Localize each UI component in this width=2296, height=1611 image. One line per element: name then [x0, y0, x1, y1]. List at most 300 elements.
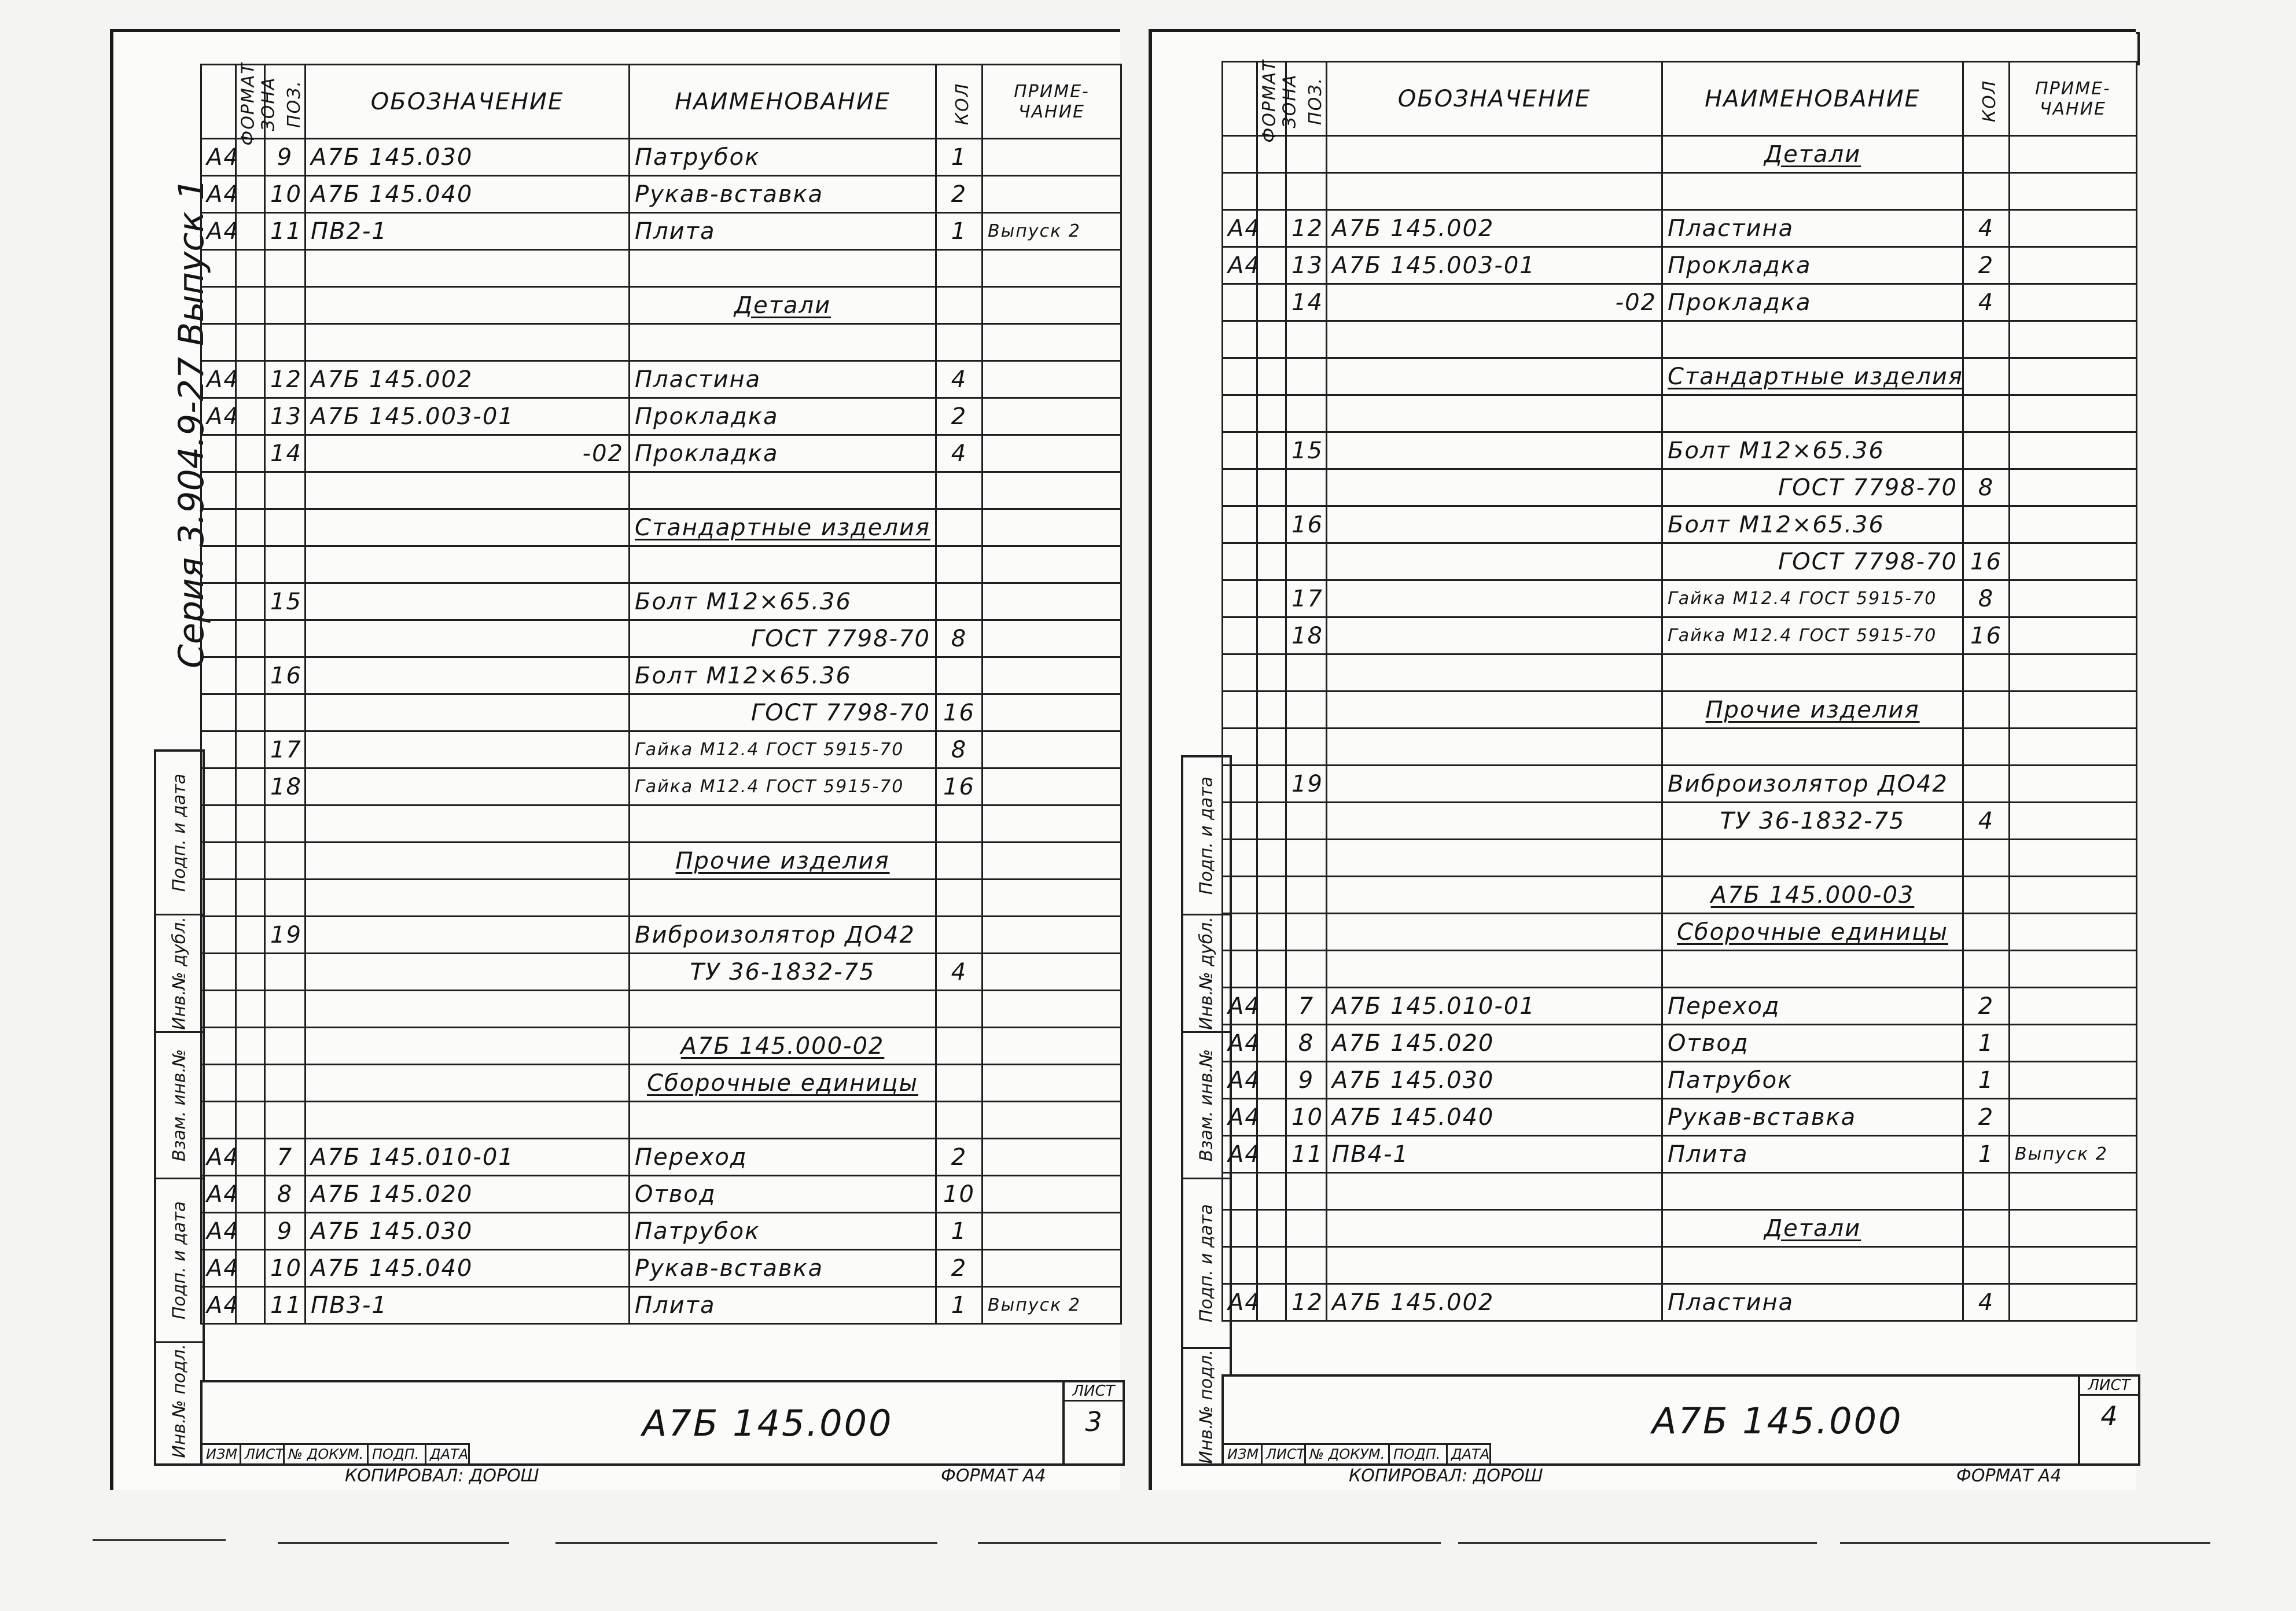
name-text: ТУ 36-1832-75 [690, 958, 875, 985]
zone-cell [1257, 1247, 1286, 1284]
format-cell [201, 657, 236, 694]
name-text: Стандартные изделия [635, 514, 930, 541]
quantity-cell [1963, 729, 2010, 766]
zone-cell [236, 731, 265, 768]
zone-cell [1257, 358, 1286, 395]
name-text: ГОСТ 7798-70 [1778, 548, 1958, 575]
table-row [1223, 1173, 2137, 1210]
designation-cell: А7Б 145.030 [306, 139, 630, 176]
note-cell [983, 250, 1121, 287]
note-cell [983, 1139, 1121, 1176]
zone-cell [236, 435, 265, 472]
table-row [1223, 395, 2137, 432]
position-cell [265, 954, 306, 991]
margin-rule [1840, 1542, 2210, 1544]
name-cell [630, 324, 936, 361]
quantity-cell: 4 [1963, 284, 2010, 321]
table-row [201, 1065, 1121, 1102]
position-cell: 16 [1286, 506, 1327, 543]
table-row [201, 843, 1121, 880]
name-text: Патрубок [635, 1218, 760, 1245]
format-cell: А4 [201, 213, 236, 250]
designation-cell [306, 1102, 630, 1139]
zone-cell [1257, 1284, 1286, 1321]
table-row [201, 1213, 1121, 1250]
side-cell-dup: Инв.№ дубл. [1183, 915, 1230, 1033]
position-cell: 15 [265, 583, 306, 620]
quantity-cell [936, 509, 983, 546]
position-cell: 19 [265, 917, 306, 954]
table-row [1223, 988, 2137, 1025]
name-cell [1662, 1247, 1963, 1284]
zone-cell [1257, 469, 1286, 506]
designation-cell: ПВ4-1 [1327, 1136, 1662, 1173]
name-text: Переход [635, 1143, 748, 1171]
zone-cell [1257, 766, 1286, 803]
designation-cell [306, 917, 630, 954]
name-cell [1662, 173, 1963, 210]
designation-cell: А7Б 145.002 [1327, 1284, 1662, 1321]
table-row [201, 991, 1121, 1028]
format-cell [201, 806, 236, 843]
note-cell [983, 1102, 1121, 1139]
name-cell [630, 1139, 936, 1176]
zone-cell [1257, 543, 1286, 580]
designation-cell: ПВ3-1 [306, 1287, 630, 1324]
name-cell [630, 509, 936, 546]
format-cell [1223, 692, 1257, 729]
name-cell [630, 731, 936, 768]
position-cell: 11 [1286, 1136, 1327, 1173]
position-cell [265, 806, 306, 843]
zone-cell [236, 917, 265, 954]
zone-cell [1257, 1062, 1286, 1099]
zone-cell [1257, 395, 1286, 432]
format-cell [201, 583, 236, 620]
designation-cell: А7Б 145.040 [306, 1250, 630, 1287]
table-row [201, 1287, 1121, 1324]
right-sheet [1149, 29, 2136, 1490]
table-row [1223, 1062, 2137, 1099]
name-cell [630, 250, 936, 287]
format-cell [1223, 173, 1257, 210]
note-cell [983, 1213, 1121, 1250]
designation-cell: А7Б 145.020 [1327, 1025, 1662, 1062]
position-cell [1286, 803, 1327, 840]
position-cell [1286, 914, 1327, 951]
position-cell [1286, 1173, 1327, 1210]
designation-cell [306, 546, 630, 583]
table-row [201, 361, 1121, 398]
tb-cell-date: ДАТА [426, 1443, 470, 1463]
quantity-cell [936, 880, 983, 917]
right-spec-body [1223, 136, 2137, 1321]
quantity-cell: 4 [936, 361, 983, 398]
name-cell [630, 361, 936, 398]
designation-cell [306, 472, 630, 509]
name-text: Плита [635, 218, 716, 245]
name-cell [630, 1250, 936, 1287]
note-cell: Выпуск 2 [983, 1287, 1121, 1324]
table-row [1223, 766, 2137, 803]
table-row [201, 620, 1121, 657]
position-cell [1286, 654, 1327, 692]
note-cell [983, 287, 1121, 324]
quantity-cell: 16 [1963, 543, 2010, 580]
note-cell [2010, 654, 2137, 692]
format-cell: А4 [1223, 1025, 1257, 1062]
position-cell [265, 324, 306, 361]
designation-cell [1327, 469, 1662, 506]
table-row [201, 731, 1121, 768]
position-cell: 10 [1286, 1099, 1327, 1136]
designation-cell: -02 [1327, 284, 1662, 321]
designation-cell: А7Б 145.040 [1327, 1099, 1662, 1136]
name-text: Виброизолятор ДО42 [635, 921, 915, 948]
zone-cell [236, 657, 265, 694]
table-row [1223, 173, 2137, 210]
name-text: Прокладка [1668, 289, 1812, 316]
zone-cell [236, 509, 265, 546]
sheet-number: 3 [1085, 1406, 1102, 1437]
position-cell: 10 [265, 1250, 306, 1287]
note-cell [983, 843, 1121, 880]
quantity-cell [936, 546, 983, 583]
format-cell [1223, 654, 1257, 692]
quantity-cell [1963, 432, 2010, 469]
note-cell [983, 880, 1121, 917]
zone-cell [236, 806, 265, 843]
note-cell [2010, 1247, 2137, 1284]
side-cell-sign-date-1: Подп. и дата [1183, 757, 1230, 915]
title-block-cells [1224, 1443, 1491, 1463]
name-text: Рукав-вставка [635, 1255, 824, 1282]
table-row [1223, 729, 2137, 766]
header-name: НАИМЕНОВАНИЕ [1662, 62, 1963, 136]
position-cell: 10 [265, 176, 306, 213]
name-cell [630, 1176, 936, 1213]
position-cell [1286, 136, 1327, 173]
note-cell [2010, 1210, 2137, 1247]
left-sheet [110, 29, 1120, 1490]
header-zone: ЗОНА [236, 65, 265, 139]
zone-cell [1257, 432, 1286, 469]
quantity-cell: 4 [1963, 210, 2010, 247]
zone-cell [1257, 210, 1286, 247]
designation-cell [306, 806, 630, 843]
note-cell [2010, 766, 2137, 803]
name-text: ГОСТ 7798-70 [751, 699, 930, 726]
position-cell [1286, 1210, 1327, 1247]
name-text: Гайка М12.4 ГОСТ 5915-70 [635, 740, 904, 760]
zone-cell [236, 472, 265, 509]
quantity-cell [1963, 1210, 2010, 1247]
note-cell [983, 917, 1121, 954]
name-cell [1662, 1284, 1963, 1321]
name-text: Переход [1668, 992, 1780, 1020]
name-cell [1662, 840, 1963, 877]
designation-cell [306, 1065, 630, 1102]
format-cell [1223, 951, 1257, 988]
designation-cell [1327, 766, 1662, 803]
name-text: Прочие изделия [675, 847, 890, 874]
name-cell [630, 768, 936, 806]
format-cell [201, 1102, 236, 1139]
table-row [201, 1139, 1121, 1176]
table-row [201, 398, 1121, 435]
header-row [201, 65, 1121, 139]
name-text: А7Б 145.000-02 [680, 1032, 885, 1060]
note-cell [983, 509, 1121, 546]
position-cell: 17 [1286, 580, 1327, 617]
header-note: ПРИМЕ-ЧАНИЕ [983, 65, 1121, 139]
table-row [1223, 432, 2137, 469]
zone-cell [1257, 321, 1286, 358]
sheet-label: ЛИСТ [2080, 1377, 2138, 1396]
designation-cell [306, 1028, 630, 1065]
name-text: Плита [1668, 1141, 1749, 1168]
zone-cell [236, 250, 265, 287]
header-pos: ПОЗ. [265, 65, 306, 139]
zone-cell [236, 1028, 265, 1065]
position-cell: 19 [1286, 766, 1327, 803]
name-text: Патрубок [635, 144, 760, 171]
table-row [201, 213, 1121, 250]
quantity-cell [1963, 654, 2010, 692]
header-row [1223, 62, 2137, 136]
designation-cell [306, 250, 630, 287]
position-cell [1286, 1247, 1327, 1284]
name-cell [630, 435, 936, 472]
designation-cell: А7Б 145.030 [306, 1213, 630, 1250]
side-cell-sign-date-2: Подп. и дата [1183, 1179, 1230, 1349]
side-cell-dup: Инв.№ дубл. [156, 915, 203, 1033]
format-cell [1223, 432, 1257, 469]
note-cell [2010, 321, 2137, 358]
position-cell: 12 [265, 361, 306, 398]
tb-cell-doc: № ДОКУМ. [1306, 1443, 1390, 1463]
format-cell: А4 [1223, 988, 1257, 1025]
note-cell [2010, 729, 2137, 766]
format-cell [1223, 395, 1257, 432]
name-text: Болт М12×65.36 [635, 588, 852, 615]
format-cell: А4 [201, 1213, 236, 1250]
quantity-cell: 8 [1963, 580, 2010, 617]
table-row [1223, 1247, 2137, 1284]
format-cell [1223, 766, 1257, 803]
margin-rule [978, 1542, 1441, 1544]
table-row [1223, 951, 2137, 988]
name-cell [1662, 914, 1963, 951]
format-cell [201, 287, 236, 324]
position-cell [1286, 729, 1327, 766]
format-cell: А4 [201, 398, 236, 435]
position-cell [265, 472, 306, 509]
note-cell [2010, 692, 2137, 729]
name-text: Отвод [1668, 1029, 1749, 1057]
format-cell [201, 954, 236, 991]
zone-cell [236, 768, 265, 806]
name-text: Патрубок [1668, 1066, 1793, 1094]
table-row [1223, 914, 2137, 951]
format-cell: А4 [201, 1176, 236, 1213]
format-cell [1223, 1173, 1257, 1210]
header-qty: КОЛ [1963, 62, 2010, 136]
name-cell [630, 843, 936, 880]
designation-cell [306, 583, 630, 620]
designation-cell [1327, 506, 1662, 543]
designation-cell [306, 880, 630, 917]
quantity-cell [936, 657, 983, 694]
format-cell: А4 [201, 361, 236, 398]
note-cell [2010, 543, 2137, 580]
format-cell [201, 1028, 236, 1065]
note-cell [983, 1176, 1121, 1213]
name-cell [630, 398, 936, 435]
name-cell [630, 1213, 936, 1250]
format-cell: А4 [1223, 1099, 1257, 1136]
position-cell: 14 [1286, 284, 1327, 321]
position-cell: 7 [265, 1139, 306, 1176]
note-cell [983, 583, 1121, 620]
position-cell: 18 [1286, 617, 1327, 654]
designation-cell [1327, 914, 1662, 951]
format-cell: А4 [1223, 210, 1257, 247]
header-zone: ЗОНА [1257, 62, 1286, 136]
position-cell [265, 250, 306, 287]
format-cell [201, 843, 236, 880]
name-cell [1662, 654, 1963, 692]
note-cell [2010, 951, 2137, 988]
margin-rule [278, 1542, 509, 1544]
position-cell: 14 [265, 435, 306, 472]
quantity-cell: 4 [936, 954, 983, 991]
designation-cell [306, 324, 630, 361]
designation-cell [1327, 617, 1662, 654]
header-designation: ОБОЗНАЧЕНИЕ [306, 65, 630, 139]
zone-cell [236, 843, 265, 880]
table-row [201, 694, 1121, 731]
name-cell [1662, 1062, 1963, 1099]
name-cell [630, 694, 936, 731]
format-cell [1223, 617, 1257, 654]
zone-cell [1257, 1025, 1286, 1062]
name-text: Гайка М12.4 ГОСТ 5915-70 [635, 777, 904, 797]
format-cell [1223, 580, 1257, 617]
note-cell [2010, 136, 2137, 173]
zone-cell [236, 1176, 265, 1213]
format-cell [1223, 506, 1257, 543]
right-spec-table [1221, 58, 2137, 1322]
header-format: ФОРМАТ [1223, 62, 1257, 136]
quantity-cell: 2 [936, 1250, 983, 1287]
table-row [1223, 247, 2137, 284]
margin-rule [1458, 1542, 1817, 1544]
quantity-cell: 1 [936, 139, 983, 176]
designation-cell [306, 991, 630, 1028]
name-cell [1662, 136, 1963, 173]
name-cell [630, 176, 936, 213]
designation-cell [1327, 803, 1662, 840]
note-cell [2010, 988, 2137, 1025]
quantity-cell [936, 1065, 983, 1102]
note-cell [983, 731, 1121, 768]
zone-cell [1257, 951, 1286, 988]
zone-cell [1257, 840, 1286, 877]
name-text: Болт М12×65.36 [635, 662, 852, 689]
header-pos: ПОЗ. [1286, 62, 1327, 136]
quantity-cell: 8 [936, 620, 983, 657]
zone-cell [236, 213, 265, 250]
designation-cell: А7Б 145.002 [1327, 210, 1662, 247]
format-cell [1223, 358, 1257, 395]
quantity-cell [936, 324, 983, 361]
zone-cell [1257, 1136, 1286, 1173]
name-cell [630, 880, 936, 917]
zone-cell [236, 583, 265, 620]
designation-cell [1327, 321, 1662, 358]
table-row [1223, 840, 2137, 877]
quantity-cell: 1 [1963, 1025, 2010, 1062]
zone-cell [1257, 729, 1286, 766]
zone-cell [236, 880, 265, 917]
table-row [1223, 1210, 2137, 1247]
name-cell [1662, 692, 1963, 729]
format-cell [201, 509, 236, 546]
table-row [201, 768, 1121, 806]
position-cell: 15 [1286, 432, 1327, 469]
side-cell-replace: Взам. инв.№ [156, 1033, 203, 1179]
quantity-cell [936, 1028, 983, 1065]
position-cell [265, 287, 306, 324]
margin-rule [93, 1539, 226, 1541]
quantity-cell: 1 [936, 1287, 983, 1324]
table-row [201, 917, 1121, 954]
format-cell [1223, 803, 1257, 840]
designation-cell [306, 287, 630, 324]
position-cell [1286, 877, 1327, 914]
note-cell [2010, 914, 2137, 951]
tb-cell-list: ЛИСТ [241, 1443, 285, 1463]
quantity-cell [936, 991, 983, 1028]
header-name: НАИМЕНОВАНИЕ [630, 65, 936, 139]
title-block-cells [203, 1443, 470, 1463]
name-cell [1662, 1210, 1963, 1247]
designation-cell [1327, 840, 1662, 877]
name-cell [1662, 543, 1963, 580]
name-cell [1662, 877, 1963, 914]
quantity-cell [1963, 173, 2010, 210]
designation-cell: А7Б 145.020 [306, 1176, 630, 1213]
quantity-cell: 16 [936, 694, 983, 731]
position-cell [265, 546, 306, 583]
designation-cell: А7Б 145.040 [306, 176, 630, 213]
name-text: Рукав-вставка [1668, 1104, 1857, 1131]
position-cell: 16 [265, 657, 306, 694]
designation-cell [306, 509, 630, 546]
quantity-cell [1963, 136, 2010, 173]
table-row [201, 250, 1121, 287]
format-cell: А4 [1223, 1284, 1257, 1321]
name-text: А7Б 145.000-03 [1710, 881, 1915, 909]
position-cell: 9 [265, 139, 306, 176]
designation-cell [306, 657, 630, 694]
name-text: Рукав-вставка [635, 181, 824, 208]
position-cell: 7 [1286, 988, 1327, 1025]
zone-cell [1257, 173, 1286, 210]
table-row [1223, 1025, 2137, 1062]
zone-cell [236, 1102, 265, 1139]
